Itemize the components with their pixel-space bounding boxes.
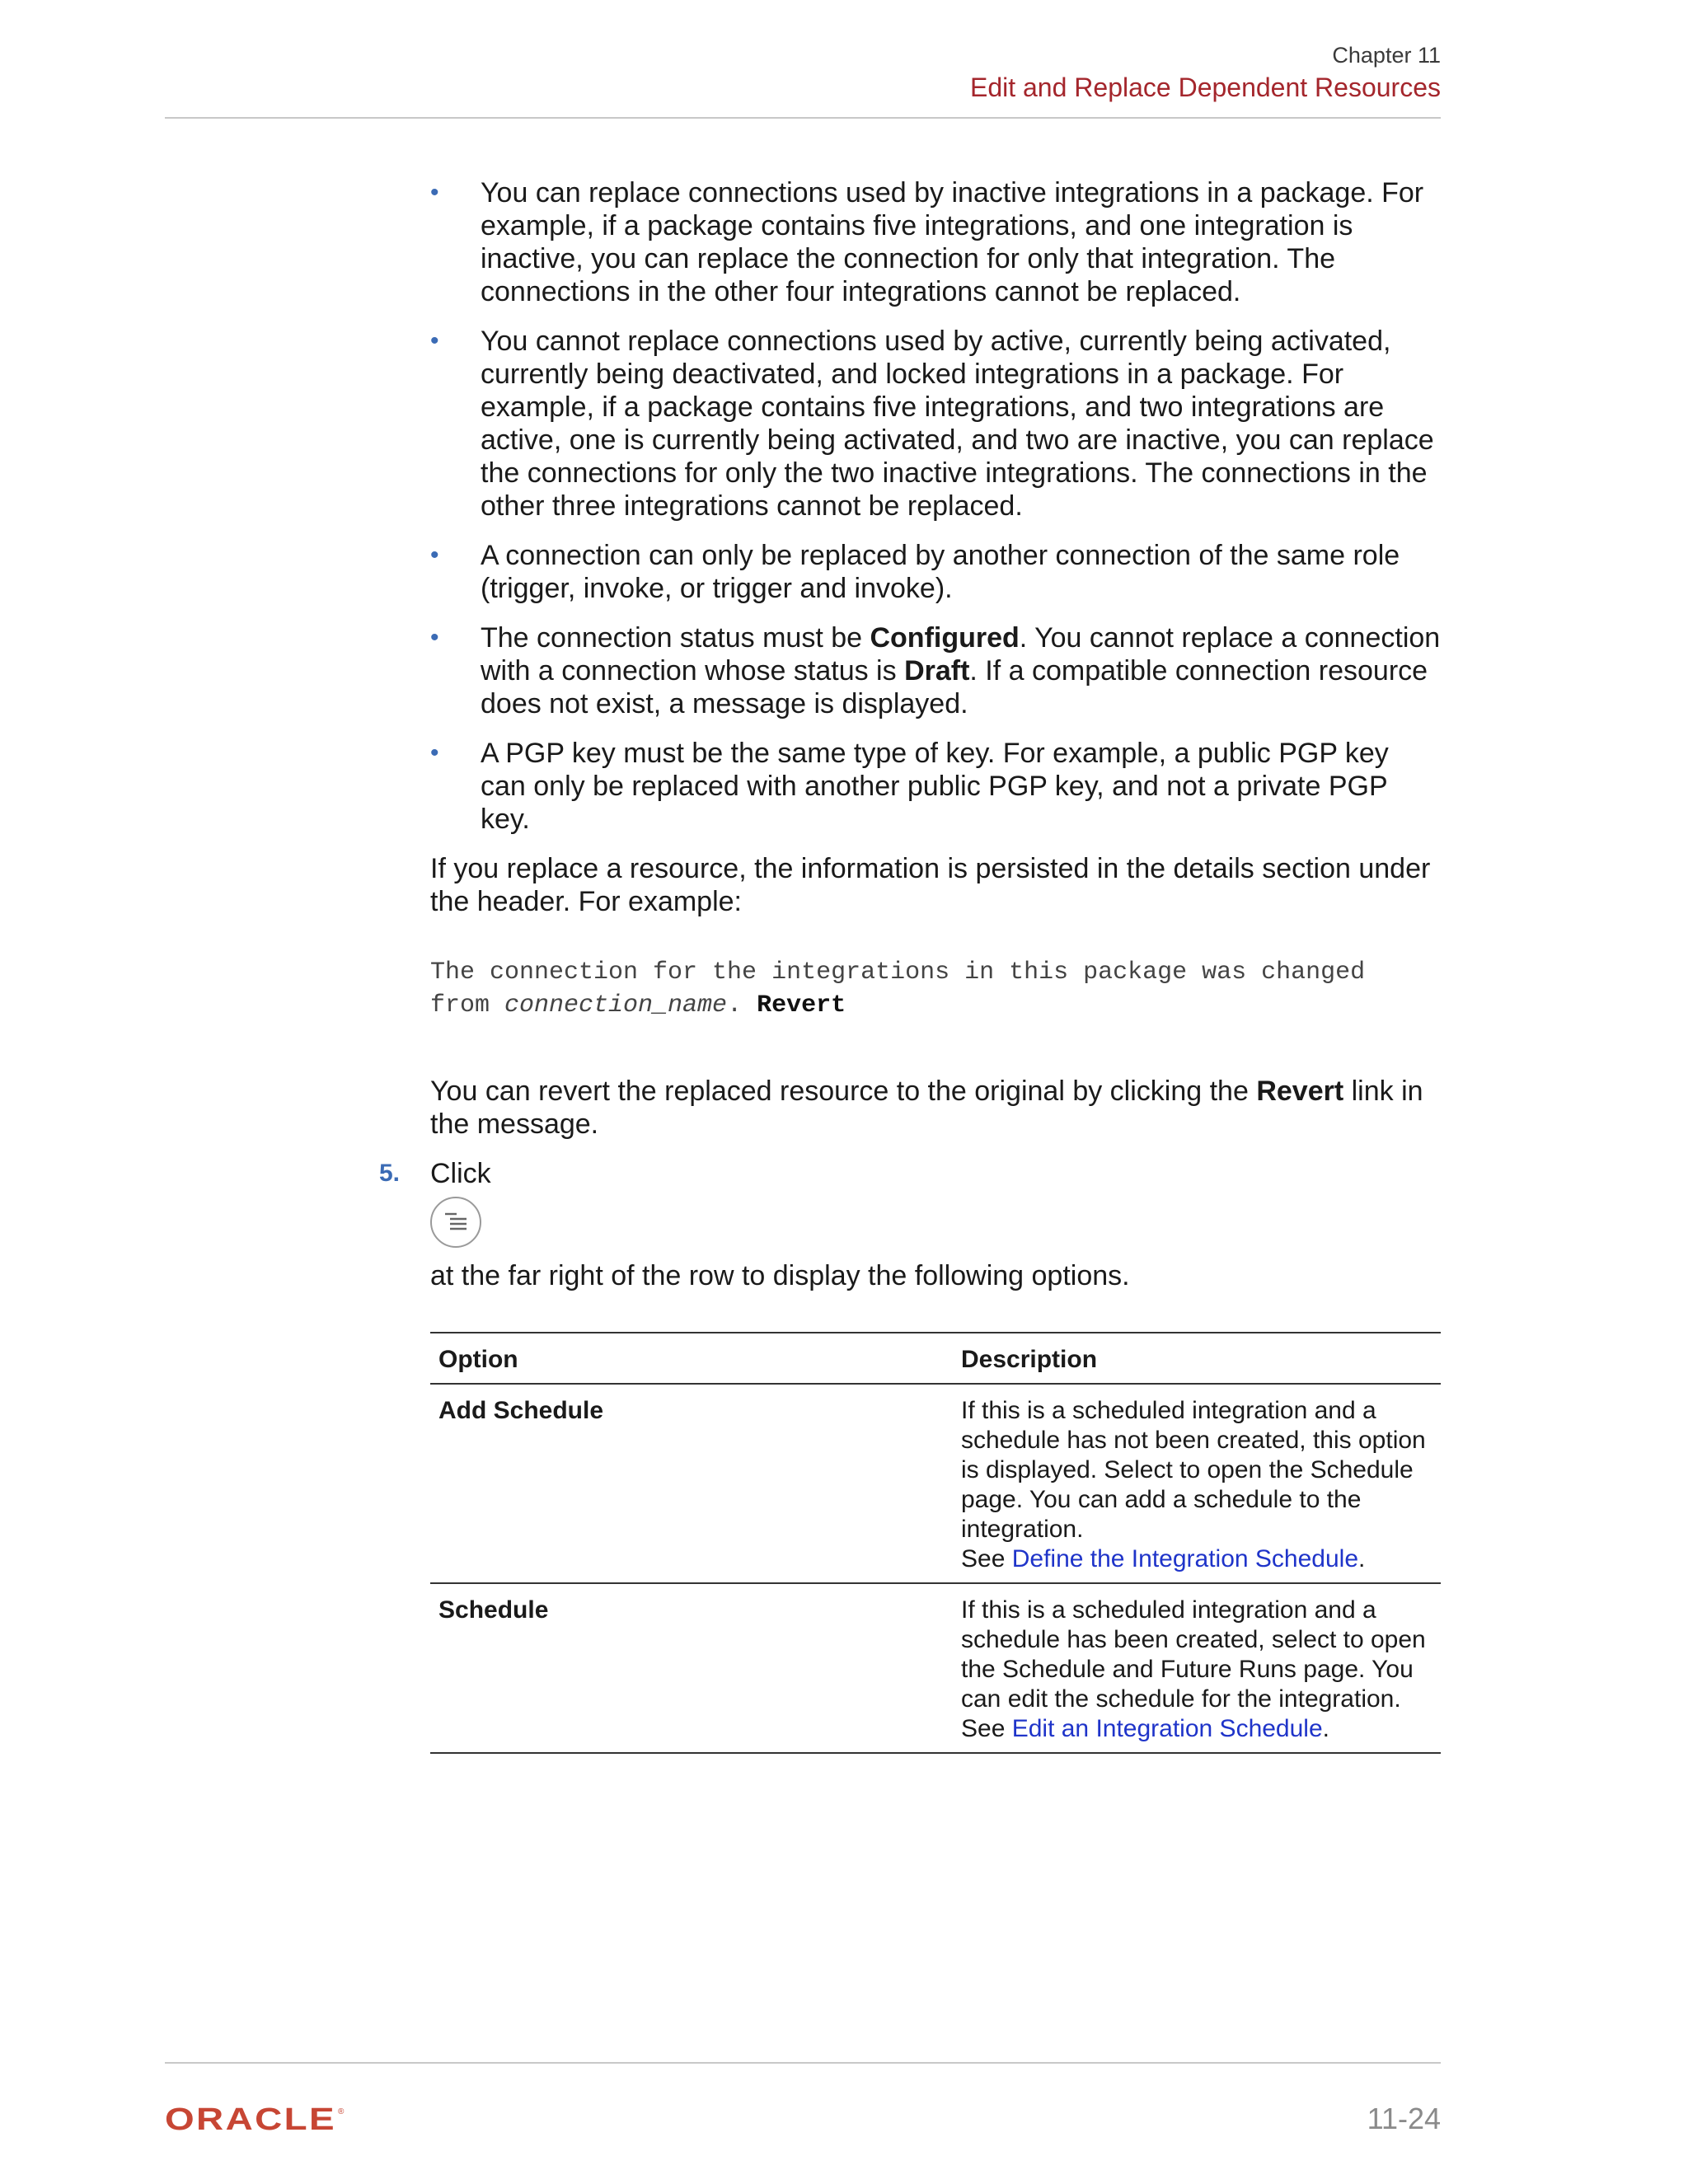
code-revert: Revert	[757, 991, 846, 1019]
list-item	[430, 737, 1441, 836]
option-description	[953, 1583, 1441, 1753]
main-content	[379, 176, 1441, 1754]
list-item	[430, 176, 1441, 308]
option-name: Add Schedule	[438, 1397, 604, 1424]
bullet-list	[430, 176, 1441, 836]
step-after-icon-text: at the far right of the row to display the following options.	[430, 1260, 1130, 1291]
header-option: Option	[438, 1346, 518, 1373]
description-text: If this is a scheduled integration and a schedule has not been created, this option is displayed. Select to open the Schedule page. You can add a schedule to the integration.	[961, 1397, 1426, 1543]
option-description	[953, 1384, 1441, 1583]
status-configured: Configured	[870, 622, 1020, 654]
table-row	[430, 1384, 1441, 1583]
bullet-icon: •	[430, 541, 439, 569]
bullet-text: You cannot replace connections used by active, currently being activated, currently being deactivated, and locked integrations in a package. For example, if a package contains five integrations, and two integrations are active, one is currently being activated, and two are inactive, you can replace the connections for only the two inactive integrations. The connections in the other three integrations cannot be replaced.	[481, 326, 1434, 522]
menu-lines-icon	[443, 1212, 468, 1233]
table-row	[430, 1583, 1441, 1753]
status-draft: Draft	[904, 655, 970, 687]
list-item	[430, 539, 1441, 605]
bullet-icon: •	[430, 327, 439, 354]
bullet-icon: •	[430, 739, 439, 766]
code-sep: .	[727, 991, 757, 1019]
code-connection-name: connection_name	[504, 991, 728, 1019]
list-item	[430, 621, 1441, 720]
hamburger-menu-icon[interactable]	[430, 1197, 481, 1248]
revert-paragraph	[430, 1075, 1441, 1141]
revert-text-after: link in the message.	[430, 1076, 1423, 1140]
define-schedule-link[interactable]: Define the Integration Schedule	[1011, 1545, 1359, 1572]
chapter-title: Edit and Replace Dependent Resources	[969, 73, 1441, 102]
svg-text:ORACLE: ORACLE	[165, 2104, 336, 2134]
option-name: Schedule	[438, 1596, 549, 1624]
code-from: from	[430, 991, 505, 1019]
edit-schedule-link[interactable]: Edit an Integration Schedule	[1011, 1715, 1323, 1742]
period: .	[1358, 1545, 1366, 1572]
bullet-text: You can replace connections used by inactive integrations in a package. For example, if a package contains five integrations, and one integration is inactive, you can replace the connection for only that integration. The connections in the other four integrations cannot be replaced.	[481, 177, 1424, 307]
code-line-2	[430, 989, 1441, 1022]
revert-label: Revert	[1256, 1076, 1344, 1107]
see-text: See	[961, 1545, 1012, 1572]
bullet-text	[481, 622, 1440, 719]
chapter-label: Chapter 11	[1332, 43, 1441, 68]
period: .	[1322, 1715, 1329, 1742]
step-number: 5.	[379, 1160, 401, 1187]
table-header-row	[430, 1333, 1441, 1384]
description-text: If this is a scheduled integration and a schedule has been created, select to open the Schedule and Future Runs page. You can edit the schedule for the integration.	[961, 1596, 1426, 1713]
footer-divider	[165, 2062, 1441, 2064]
page-number: 11-24	[1367, 2102, 1441, 2135]
step-5	[379, 1157, 1441, 1292]
step-click-text: Click	[430, 1158, 491, 1189]
bullet-text: A PGP key must be the same type of key. For example, a public PGP key can only be replaced with another public PGP key, and not a private PGP key.	[481, 738, 1389, 835]
code-line-1: The connection for the integrations in this package was changed	[430, 958, 1366, 987]
bullet-text: A connection can only be replaced by another connection of the same role (trigger, invoke, or trigger and invoke).	[481, 540, 1400, 604]
header-divider	[165, 117, 1441, 119]
list-item	[430, 325, 1441, 523]
options-table	[430, 1332, 1441, 1754]
oracle-logo	[165, 2104, 349, 2138]
persist-paragraph: If you replace a resource, the information is persisted in the details section under the header. For example:	[430, 853, 1431, 917]
header-description: Description	[961, 1346, 1098, 1373]
see-text: See	[961, 1715, 1012, 1742]
oracle-logo-icon	[165, 2104, 349, 2134]
bullet-text-part: . You cannot replace a connection with a connection whose status is	[481, 622, 1441, 687]
code-example	[430, 956, 1441, 1022]
svg-text:®: ®	[338, 2107, 345, 2116]
bullet-text-part: The connection status must be	[481, 622, 870, 654]
revert-text-before: You can revert the replaced resource to the original by clicking the	[430, 1076, 1257, 1107]
bullet-icon: •	[430, 179, 439, 206]
bullet-text-part: . If a compatible connection resource does not exist, a message is displayed.	[481, 655, 1428, 719]
bullet-icon: •	[430, 624, 439, 651]
